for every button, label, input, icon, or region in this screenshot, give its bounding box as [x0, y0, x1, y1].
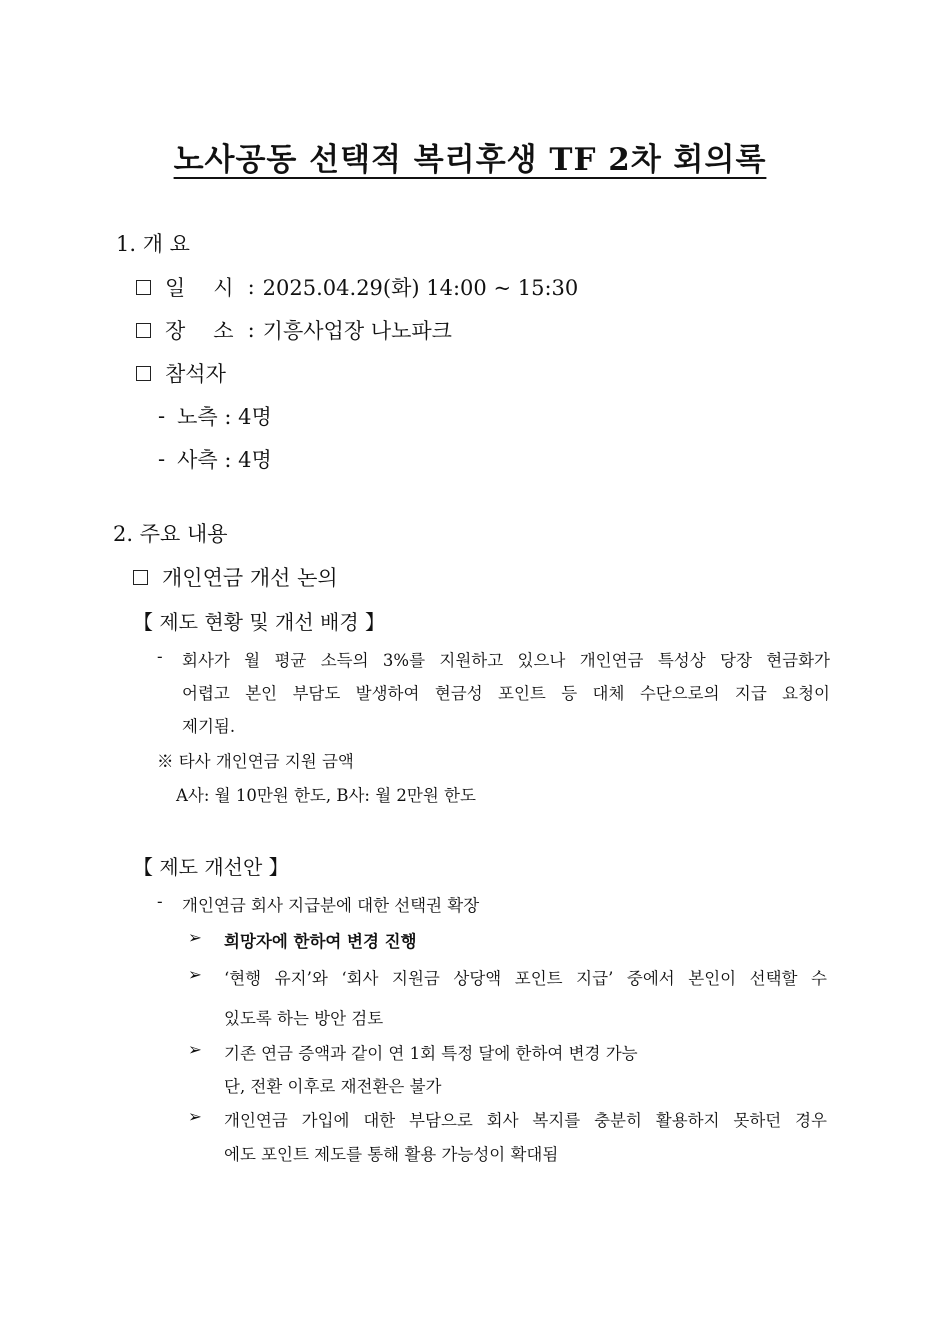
bullet-4-line1: 개인연금 가입에 대한 부담으로 회사 복지를 충분히 활용하지 못하던 경우: [224, 1111, 827, 1130]
section-heading-overview: 1. 개 요: [116, 232, 190, 256]
background-dash: -: [157, 647, 163, 666]
item-label-a: 일: [165, 276, 186, 300]
overview-item-attendees: [136, 358, 226, 388]
item-sep: :: [247, 318, 255, 342]
proposal-dash: -: [157, 892, 163, 911]
checkbox-icon: [136, 323, 151, 338]
item-label-b: 시: [213, 276, 234, 300]
note-value: A사: 월 10만원 한도, B사: 월 2만원 한도: [176, 786, 476, 805]
proposal-title: 【 제도 개선안 】: [133, 855, 289, 879]
item-value: 2025.04.29(화) 14:00 ~ 15:30: [262, 276, 579, 300]
topic-item: [133, 562, 338, 592]
checkbox-icon: [136, 280, 151, 295]
item-value: 기흥사업장 나노파크: [262, 319, 452, 343]
arrow-bullet-icon: ➢: [188, 1040, 202, 1059]
arrow-bullet-icon: ➢: [188, 928, 202, 947]
page-title: [0, 134, 940, 179]
overview-item-datetime: [136, 272, 578, 302]
dash: -: [158, 404, 166, 428]
bullet-2-line2: 있도록 하는 방안 검토: [224, 1009, 384, 1028]
bullet-3-line2: 단, 전환 이후로 재전환은 불가: [224, 1077, 442, 1096]
item-sep: :: [247, 275, 255, 299]
attendees-label: 참석자: [165, 362, 226, 386]
bullet-1-text: 희망자에 한하여 변경 진행: [224, 932, 417, 951]
note-label: ※ 타사 개인연금 지원 금액: [157, 752, 354, 771]
checkbox-icon: [133, 570, 148, 585]
item-label-a: 장: [165, 319, 186, 343]
background-title: 【 제도 현황 및 개선 배경 】: [133, 610, 386, 634]
attendee-text: 노측 : 4명: [177, 405, 272, 429]
arrow-bullet-icon: ➢: [188, 1107, 202, 1126]
checkbox-icon: [136, 366, 151, 381]
topic-text: 개인연금 개선 논의: [162, 566, 338, 590]
attendee-union: [158, 401, 272, 431]
arrow-bullet-icon: ➢: [188, 965, 202, 984]
item-label-b: 소: [213, 319, 234, 343]
dash: -: [158, 447, 166, 471]
background-text-line2: 어렵고 본인 부담도 발생하여 현금성 포인트 등 대체 수단으로의 지급 요청이: [182, 684, 830, 703]
proposal-lead: 개인연금 회사 지급분에 대한 선택권 확장: [182, 896, 480, 915]
section-heading-main: 2. 주요 내용: [113, 522, 228, 546]
bullet-2-line1: ‘현행 유지’와 ‘회사 지원금 상당액 포인트 지급’ 중에서 본인이 선택할 수: [224, 969, 827, 988]
page-title-text: 노사공동 선택적 복리후생 TF 2차 회의록: [173, 142, 767, 178]
background-text-line3: 제기됨.: [182, 717, 236, 736]
bullet-4-line2: 에도 포인트 제도를 통해 활용 가능성이 확대됨: [224, 1145, 559, 1164]
background-text-line1: 회사가 월 평균 소득의 3%를 지원하고 있으나 개인연금 특성상 당장 현금화가: [182, 651, 830, 670]
bullet-3-line1: 기존 연금 증액과 같이 연 1회 특정 달에 한하여 변경 가능: [224, 1044, 638, 1063]
attendee-text: 사측 : 4명: [177, 448, 272, 472]
attendee-management: [158, 444, 272, 474]
overview-item-location: [136, 315, 452, 345]
